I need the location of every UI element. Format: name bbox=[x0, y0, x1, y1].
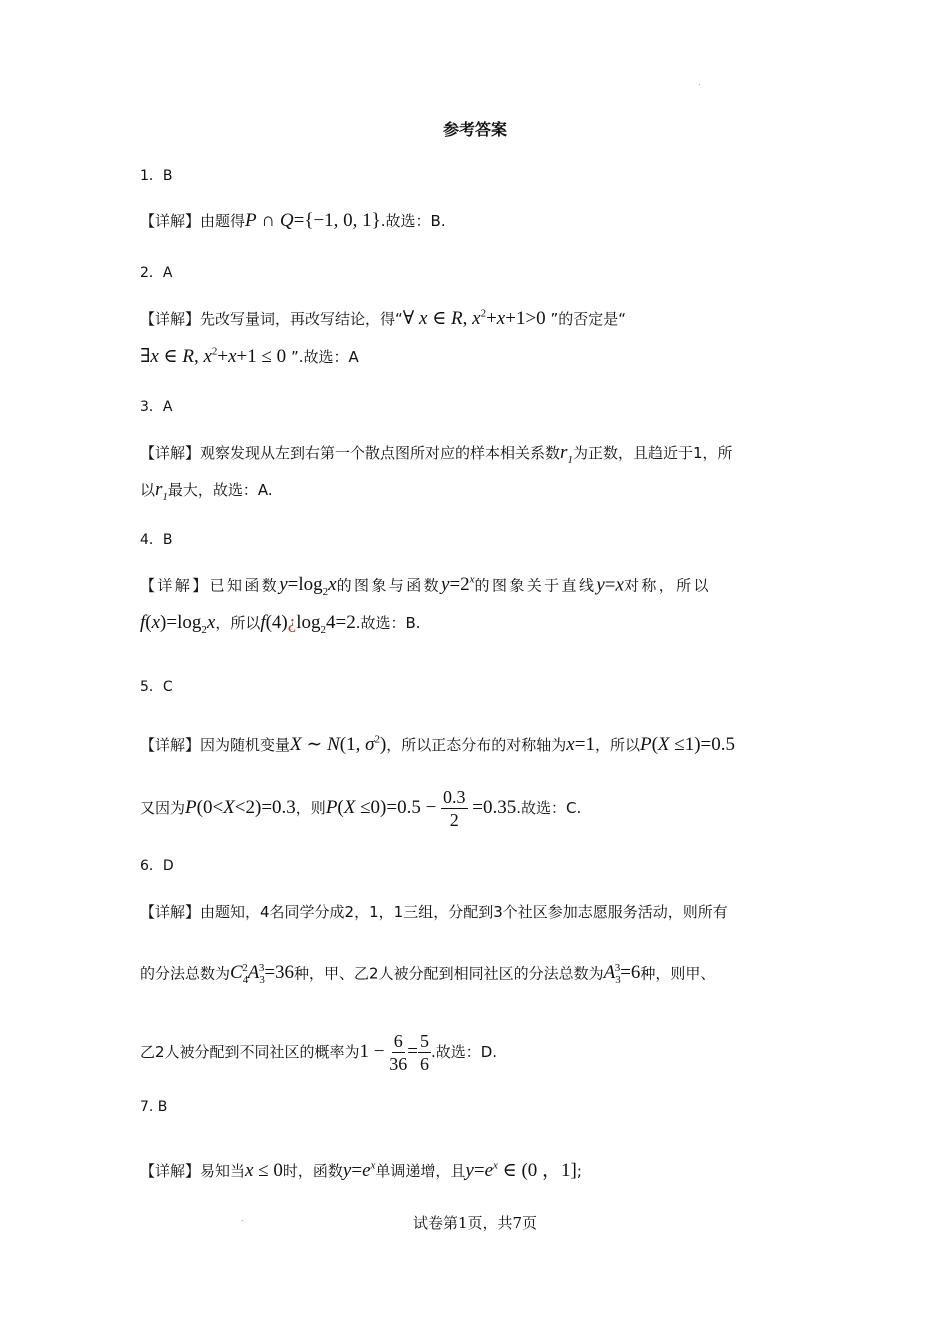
formula: x=1 bbox=[566, 734, 595, 755]
text: 由题知，4名同学分成2，1，1三组，分配到3个社区参加志愿服务活动，则所有 bbox=[200, 903, 728, 921]
formula: $f(4)¿\log_24=2$ bbox=[260, 612, 356, 636]
text: 种，甲、乙2人被分配到相同社区的分法总数为 bbox=[294, 964, 604, 983]
text: 因为随机变量 bbox=[200, 736, 291, 754]
page-footer: 试卷第1页，共7页 bbox=[412, 1214, 538, 1232]
formula: $y=\log_2x$ bbox=[279, 574, 337, 599]
detail-3-line1 bbox=[140, 442, 732, 466]
detail-4-line1 bbox=[140, 574, 711, 598]
formula: $r_1$ bbox=[155, 479, 168, 503]
formula: $y=e^x$ bbox=[342, 1159, 376, 1181]
text: ，则 bbox=[295, 798, 326, 817]
text: 为正数，且趋近于1，所 bbox=[572, 444, 733, 462]
footer-mark: . bbox=[241, 1214, 244, 1223]
detail-3-line2 bbox=[140, 479, 273, 503]
formula: $A_3^3=6$ bbox=[603, 962, 641, 987]
formula: P(X ≤1)=0.5 bbox=[639, 734, 735, 755]
answer-2: 2．A bbox=[140, 265, 173, 281]
detail-4-line2 bbox=[140, 612, 421, 636]
text: 最大，故选：A. bbox=[167, 481, 273, 499]
text: 对称，所以 bbox=[623, 576, 711, 595]
formula: $C_4^2A_3^3=36$ bbox=[230, 962, 295, 987]
text: ，所以 bbox=[215, 614, 261, 632]
formula: ∀ x ∈ R, $x^2+x+1>0$ bbox=[402, 307, 546, 329]
detail-label: 【详解】 bbox=[140, 903, 201, 921]
detail-1 bbox=[140, 210, 446, 232]
answer-6: 6．D bbox=[140, 858, 174, 874]
formula: y=x bbox=[596, 574, 624, 596]
text: 的图象关于直线 bbox=[474, 576, 597, 595]
answer-4: 4．B bbox=[140, 532, 173, 548]
text: 易知当 bbox=[200, 1162, 246, 1180]
text: 已知函数 bbox=[209, 576, 280, 595]
formula: $y=2^x$ bbox=[441, 574, 475, 596]
answer-7: 7. B bbox=[140, 1099, 168, 1115]
formula: $f(x)=\log_2x$ bbox=[140, 612, 216, 636]
text: .故选：B. bbox=[380, 212, 446, 230]
detail-5-line2 bbox=[140, 786, 581, 831]
text: .故选：D. bbox=[430, 1042, 498, 1061]
text: .故选：B. bbox=[355, 614, 421, 632]
formula: x ≤ 0 bbox=[245, 1160, 283, 1181]
text: 种，则甲、 bbox=[640, 964, 716, 983]
detail-label: 【详解】 bbox=[140, 444, 201, 462]
corner-mark: . bbox=[698, 78, 701, 87]
text: 单调递增，且 bbox=[375, 1162, 466, 1180]
text: ，所以 bbox=[594, 736, 640, 754]
detail-label: 【详解】 bbox=[140, 576, 210, 595]
formula: P(0<X<2)=0.3 bbox=[185, 796, 296, 818]
text: ”.故选：A bbox=[286, 348, 359, 366]
text: 以 bbox=[140, 481, 156, 499]
formula: $y=e^x$ ∈ (0 ，1] bbox=[465, 1159, 577, 1181]
formula: ∃x ∈ R, $x^2+x+1 \le 0$ bbox=[140, 345, 287, 367]
text: 先改写量词，再改写结论，得“ bbox=[200, 310, 403, 328]
formula: P(X ≤0)=0.5 − $\frac{0.3}{2}$ =0.35 bbox=[325, 787, 517, 830]
detail-6-line3 bbox=[140, 1030, 497, 1075]
text: ”的否定是“ bbox=[545, 310, 626, 328]
formula: 1 − $\frac{6}{36}$ = $\frac{5}{6}$ bbox=[359, 1031, 429, 1074]
page-title: 参考答案 bbox=[442, 120, 507, 139]
detail-7-line1 bbox=[140, 1155, 582, 1182]
detail-5-line1 bbox=[140, 733, 735, 756]
detail-label: 【详解】 bbox=[140, 1162, 201, 1180]
text: 的图象与函数 bbox=[336, 576, 441, 595]
detail-label: 【详解】 bbox=[140, 310, 201, 328]
detail-2-line2 bbox=[140, 345, 359, 368]
answer-1: 1．B bbox=[140, 168, 173, 184]
detail-6-line2 bbox=[140, 962, 715, 986]
detail-label: 【详解】 bbox=[140, 212, 201, 230]
text: 观察发现从左到右第一个散点图所对应的样本相关系数 bbox=[200, 444, 561, 462]
answer-3: 3．A bbox=[140, 399, 173, 415]
text: 乙2人被分配到不同社区的概率为 bbox=[140, 1042, 360, 1061]
text: 的分法总数为 bbox=[140, 964, 231, 983]
detail-6-line1 bbox=[140, 901, 728, 922]
text: ，所以正态分布的对称轴为 bbox=[386, 736, 567, 754]
detail-label: 【详解】 bbox=[140, 736, 201, 754]
formula: P ∩ Q={−1, 0, 1} bbox=[245, 210, 381, 231]
text: .故选：C. bbox=[516, 798, 582, 817]
answer-5: 5．C bbox=[140, 679, 173, 695]
formula: X ∼ N(1, $\sigma^2$) bbox=[290, 733, 387, 755]
text: 由题得 bbox=[200, 212, 246, 230]
formula: $r_1$ bbox=[560, 442, 573, 466]
text: 又因为 bbox=[140, 798, 186, 817]
text: 时，函数 bbox=[282, 1162, 343, 1180]
text: ; bbox=[576, 1162, 582, 1180]
detail-2-line1 bbox=[140, 307, 626, 330]
